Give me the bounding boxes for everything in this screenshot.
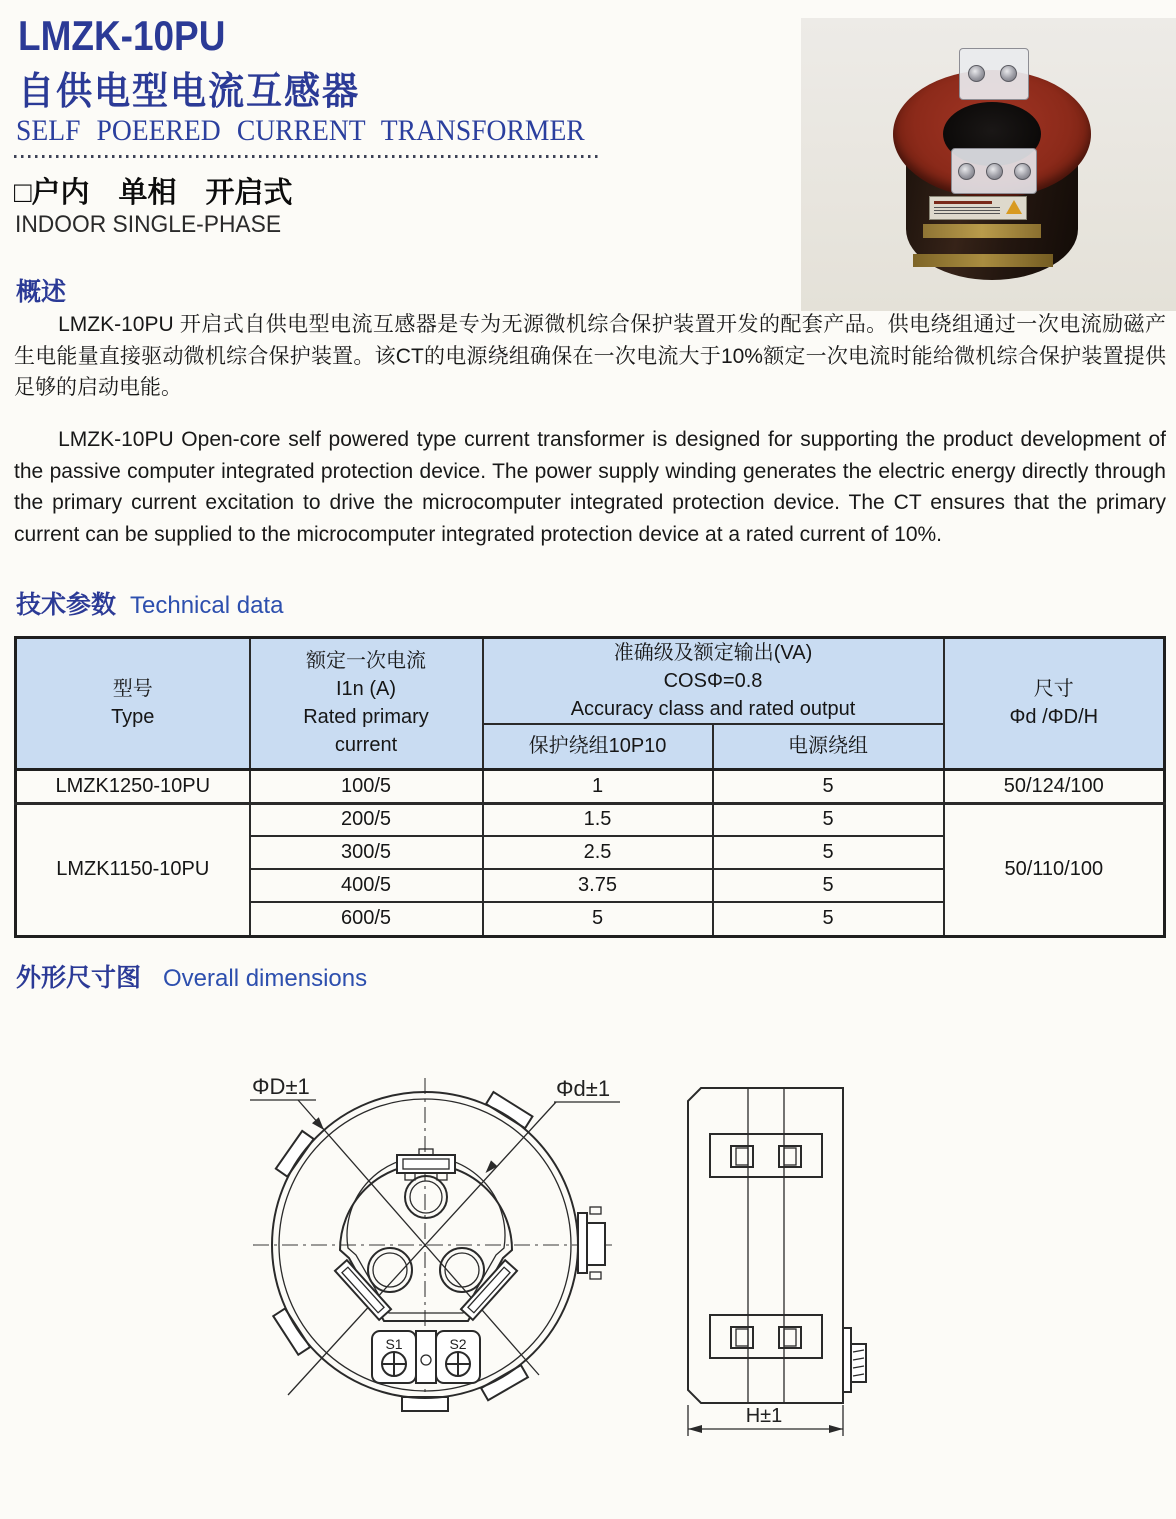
product-type-chinese: □户内 单相 开启式: [14, 177, 293, 209]
dimensions-heading-en: Overall dimensions: [163, 965, 368, 992]
photo-screw: [1000, 65, 1017, 82]
terminal-label-s1: S1: [385, 1336, 403, 1352]
cell-power: 5: [713, 902, 944, 936]
photo-terminal-block-top: [959, 48, 1029, 100]
terminal-square: [779, 1146, 801, 1167]
terminal-square-inner: [784, 1329, 796, 1346]
cell-current: 100/5: [250, 769, 483, 803]
col-header-dimensions: 尺寸 Φd /ΦD/H: [944, 638, 1165, 770]
photo-screw: [986, 163, 1003, 180]
page-title-model: LMZK-10PU: [18, 12, 226, 59]
cell-protection: 5: [483, 902, 713, 936]
cell-power: 5: [713, 869, 944, 902]
cell-protection: 2.5: [483, 836, 713, 869]
photo-screw: [958, 163, 975, 180]
conductor-hole-top-inner: [410, 1181, 442, 1213]
arrowhead: [688, 1425, 702, 1433]
col-header-type: 型号 Type: [16, 638, 250, 770]
page-title-english: SELF POEERED CURRENT TRANSFORMER: [16, 114, 585, 147]
photo-warning-label: [929, 196, 1027, 220]
side-connector-block: [587, 1223, 605, 1265]
photo-screw: [968, 65, 985, 82]
technical-heading-en: Technical data: [130, 592, 284, 619]
cell-protection: 3.75: [483, 869, 713, 902]
mounting-tab: [402, 1397, 448, 1411]
col-header-power-winding: 电源绕组: [713, 724, 944, 769]
arrowhead: [829, 1425, 843, 1433]
side-terminal-block-bottom: [710, 1315, 822, 1358]
side-view-body: [688, 1088, 843, 1403]
warning-triangle-icon: [1006, 200, 1022, 214]
dim-label-inner-diameter: Φd±1: [556, 1076, 611, 1101]
arrowhead: [486, 1160, 498, 1173]
label-text-lines: [934, 207, 1000, 214]
overview-paragraph-chinese: LMZK-10PU 开启式自供电型电流互感器是专为无源微机综合保护装置开发的配套产品。供电绕组通过一次电流励磁产生电能量直接驱动微机综合保护装置。该CT的电源绕组确保在一次电流大于10%额定一次电流时能给微机综合保护装置提供足够的启动电能。: [14, 313, 1166, 399]
conductor-hole-left: [368, 1248, 412, 1292]
label-text-line: [934, 201, 992, 204]
mounting-tab: [276, 1131, 314, 1177]
col-header-accuracy-output: 准确级及额定输出(VA) COSΦ=0.8 Accuracy class and rated output: [483, 638, 944, 725]
photo-terminal-block-middle: [951, 148, 1037, 194]
terminal-label-s2: S2: [449, 1336, 467, 1352]
cell-size: 50/124/100: [944, 769, 1165, 803]
photo-body-stripe: [913, 254, 1053, 267]
cell-current: 400/5: [250, 869, 483, 902]
mounting-tab: [481, 1365, 528, 1400]
cell-power: 5: [713, 769, 944, 803]
terminal-square: [731, 1327, 753, 1348]
cell-size: 50/110/100: [944, 803, 1165, 936]
terminal-square: [779, 1327, 801, 1348]
col-header-rated-primary-current: 额定一次电流 I1n (A) Rated primary current: [250, 638, 483, 770]
terminal-square: [731, 1146, 753, 1167]
terminal-pad-center: [416, 1331, 436, 1383]
table-row: [16, 769, 1165, 803]
product-photo: [801, 18, 1176, 311]
dimension-drawings: [0, 1058, 1176, 1498]
technical-heading-cn: 技术参数: [16, 591, 117, 619]
cell-current: 600/5: [250, 902, 483, 936]
terminal-square-inner: [736, 1329, 748, 1346]
cell-type: LMZK1250-10PU: [16, 769, 250, 803]
side-terminal-block-top: [710, 1134, 822, 1177]
dimension-drawing-top-view: [250, 1074, 620, 1412]
conductor-hole-top: [405, 1176, 447, 1218]
conductor-hole-right-inner: [445, 1253, 479, 1287]
col-header-protection-winding: 保护绕组10P10: [483, 724, 713, 769]
side-connector-nub: [590, 1272, 601, 1279]
dimensions-heading: [16, 958, 367, 994]
dotted-divider: [14, 155, 598, 158]
photo-screw: [1014, 163, 1031, 180]
cell-protection: 1: [483, 769, 713, 803]
cell-protection: 1.5: [483, 803, 713, 836]
mounting-tab: [486, 1092, 532, 1128]
cell-power: 5: [713, 836, 944, 869]
technical-heading: [16, 585, 283, 621]
side-view-connector-plate: [843, 1328, 851, 1392]
side-connector-nub: [590, 1207, 601, 1214]
dim-label-outer-diameter: ΦD±1: [252, 1074, 310, 1099]
photo-body-stripe: [923, 224, 1041, 238]
dim-label-height: H±1: [745, 1405, 783, 1427]
cell-current: 200/5: [250, 803, 483, 836]
arrowhead: [312, 1117, 324, 1130]
mounting-tab: [273, 1308, 310, 1354]
side-connector: [578, 1213, 587, 1273]
technical-data-table: [14, 636, 1166, 938]
terminal-square-inner: [784, 1148, 796, 1165]
overview-paragraph-english: LMZK-10PU Open-core self powered type current transformer is designed for supporting the product development of the passive computer integrated protection device. The power supply winding generates the electric energy directly through the primary current excitation to drive the microcomputer integrated protection device. The CT ensures that the primary current can be supplied to the microcomputer integrated protection device at a rated current of 10%.: [14, 428, 1166, 546]
cell-type: LMZK1150-10PU: [16, 803, 250, 936]
overview-heading: 概述: [16, 278, 67, 306]
table-row: [16, 803, 1165, 836]
page-title-chinese: 自供电型电流互感器: [18, 71, 361, 113]
terminal-square-inner: [736, 1148, 748, 1165]
dimensions-heading-cn: 外形尺寸图: [16, 964, 142, 992]
cell-power: 5: [713, 803, 944, 836]
dimension-drawing-side-view: [688, 1088, 866, 1436]
product-type-english: INDOOR SINGLE-PHASE: [15, 211, 282, 238]
top-clamp: [397, 1155, 455, 1173]
cell-current: 300/5: [250, 836, 483, 869]
